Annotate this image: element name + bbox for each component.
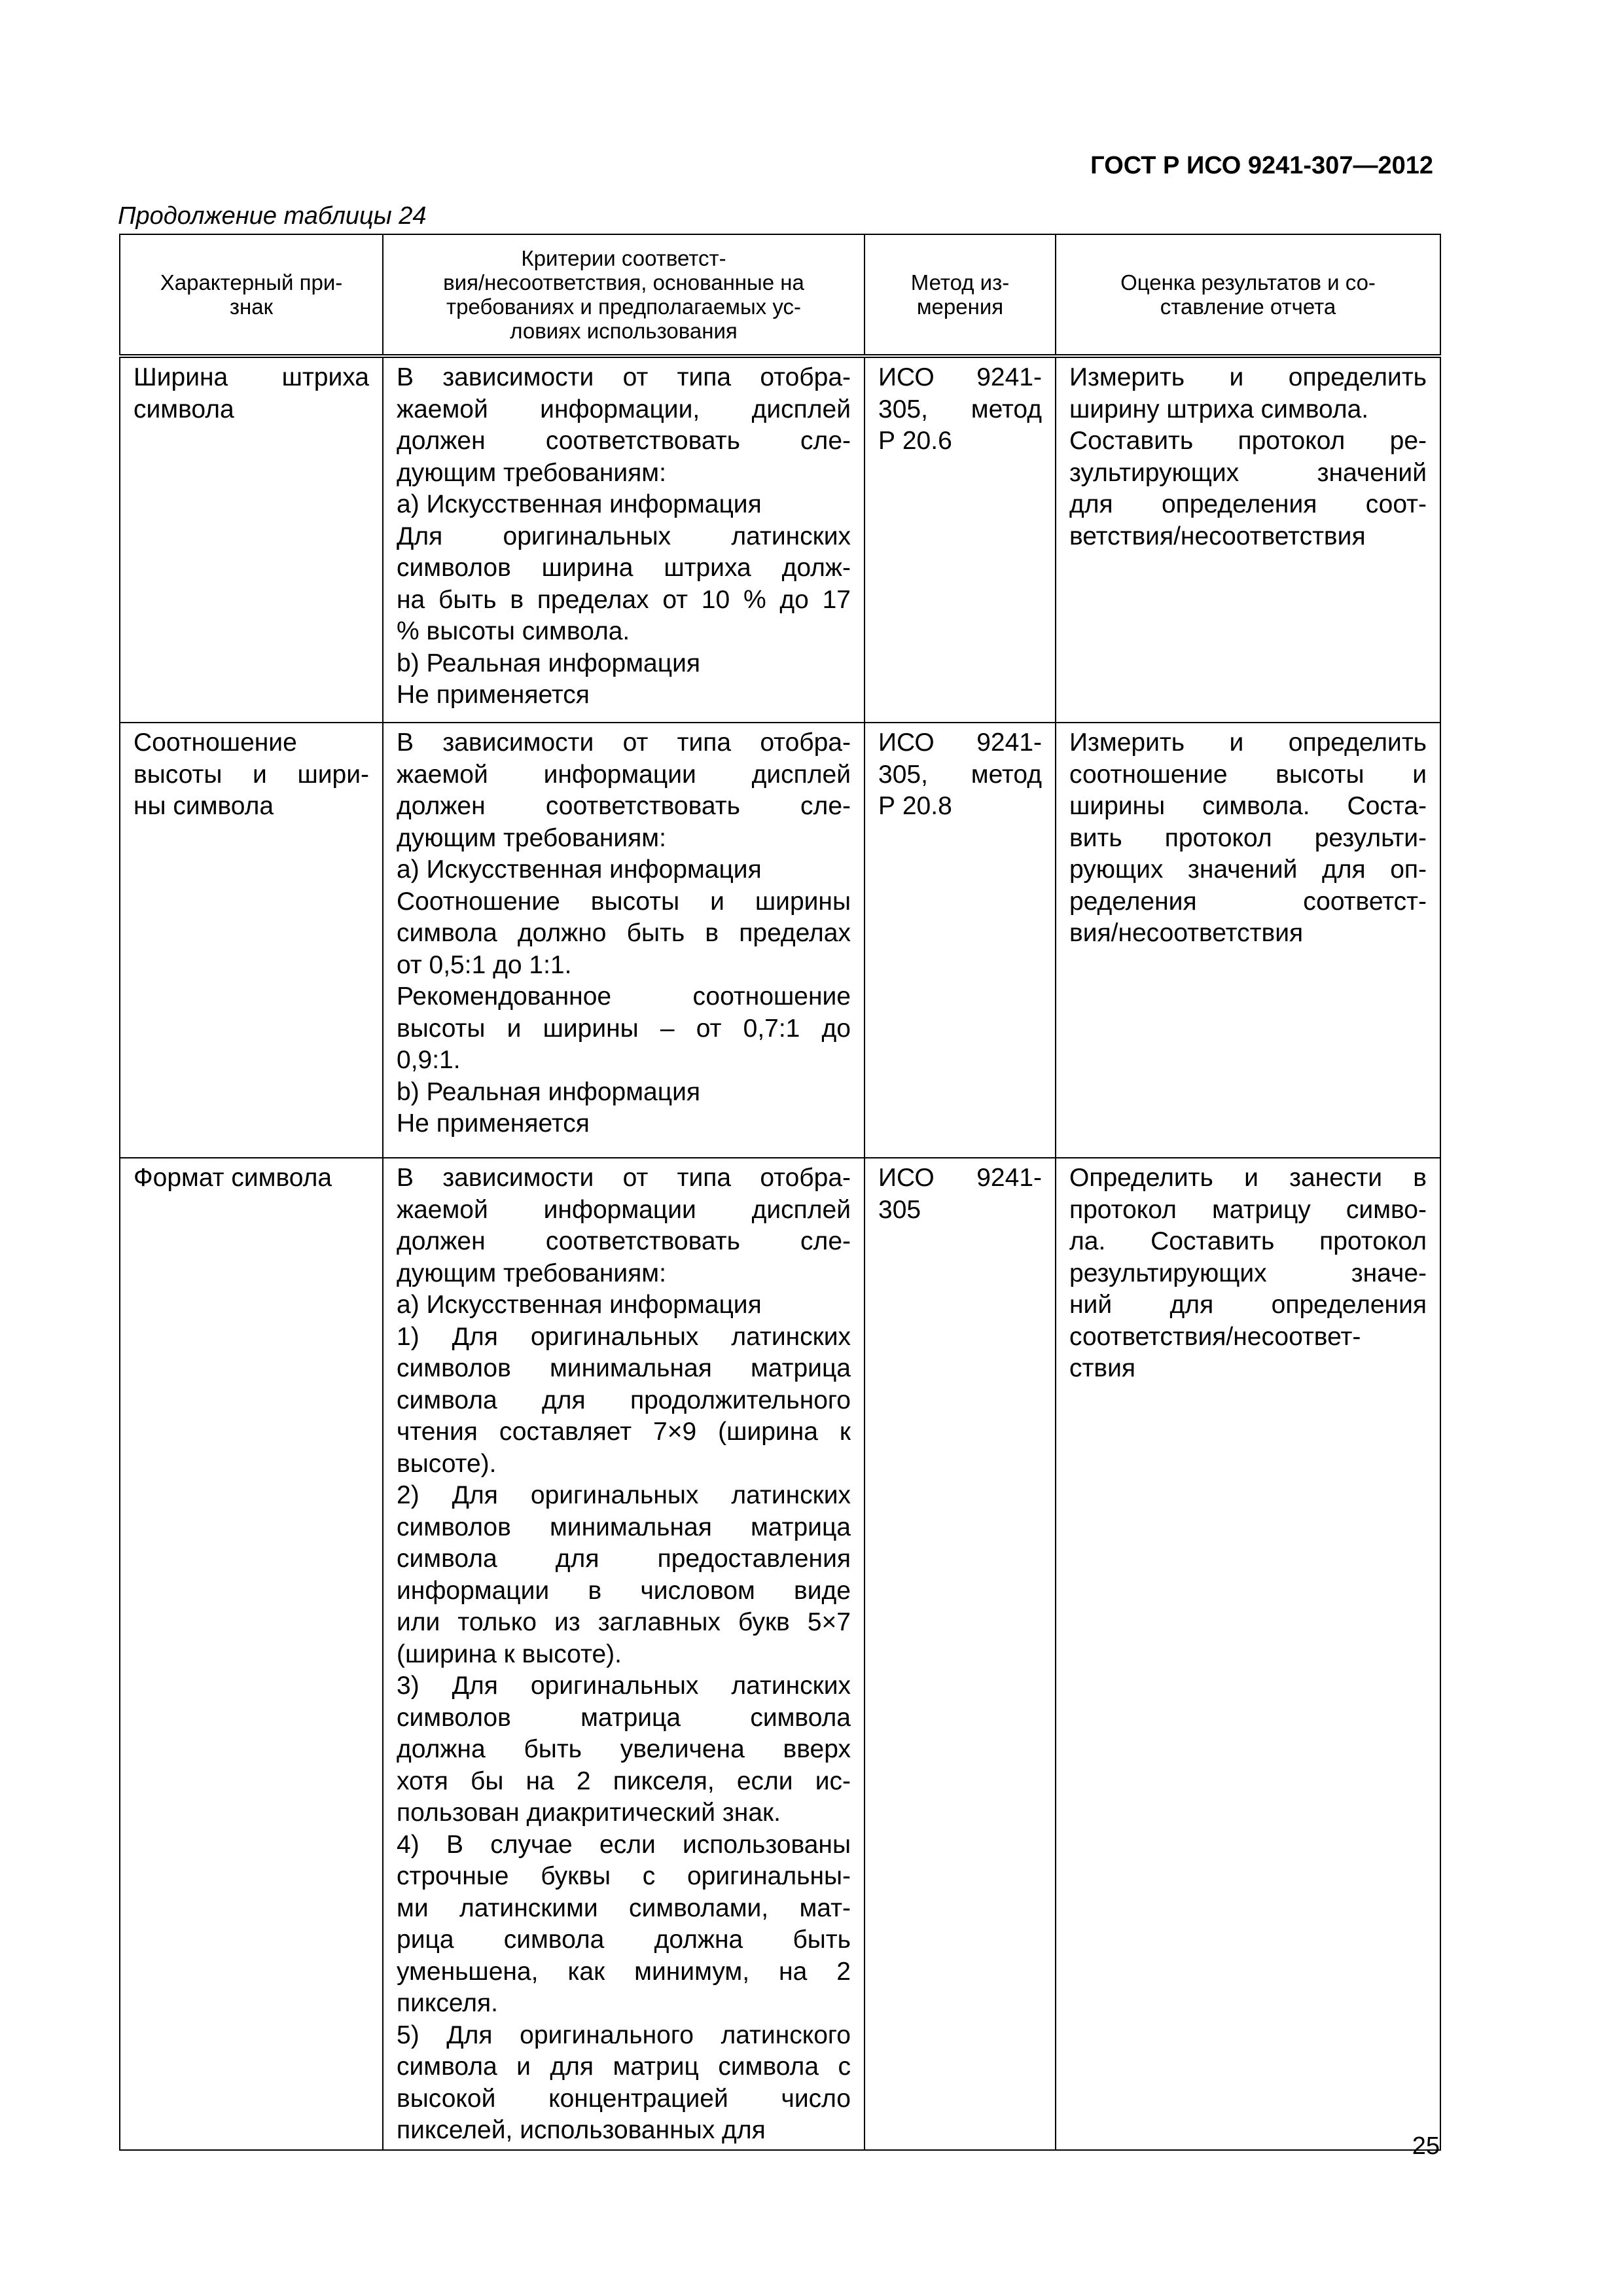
cell-line: рующих значений для оп-: [1069, 855, 1427, 884]
feature-cell: [120, 723, 383, 1158]
table-body: [120, 356, 1440, 2150]
cell-line: высокой концентрацией число: [397, 2084, 851, 2113]
cell-line: для определения соот-: [1069, 490, 1427, 518]
cell-line: ний для определения: [1069, 1291, 1427, 1319]
feature-cell: [120, 1158, 383, 2150]
cell-line: (ширина к высоте).: [397, 1640, 622, 1668]
cell-line: пользован диакритический знак.: [397, 1799, 781, 1827]
criteria-cell: [383, 723, 865, 1158]
cell-line: 305, метод: [878, 395, 1042, 423]
cell-line: символа и для матриц символа с: [397, 2053, 851, 2081]
cell-line: 0,9:1.: [397, 1046, 461, 1074]
cell-line: b) Реальная информация: [397, 1077, 700, 1106]
cell-line: 4) В случае если использованы: [397, 1830, 851, 1859]
criteria-table: [119, 234, 1441, 2151]
cell-line: ИСО 9241-: [878, 363, 1042, 391]
cell-line: Рекомендованное соотношение: [397, 982, 851, 1011]
page-number: 25: [1412, 2132, 1440, 2160]
cell-line: рица символа должна быть: [397, 1926, 851, 1954]
cell-line: или только из заглавных букв 5×7: [397, 1608, 851, 1636]
cell-line: ширину штриха символа.: [1069, 395, 1369, 423]
cell-line: хотя бы на 2 пикселя, если ис-: [397, 1767, 851, 1795]
cell-line: Измерить и определить: [1069, 363, 1427, 391]
cell-line: должна быть увеличена вверх: [397, 1735, 851, 1763]
cell-line: символа: [134, 395, 234, 423]
method-cell: [865, 723, 1056, 1158]
cell-line: ми латинскими символами, мат-: [397, 1893, 851, 1922]
header-line: Характерный при-: [160, 270, 343, 295]
cell-line: а) Искусственная информация: [397, 490, 762, 518]
cell-line: информации в числовом виде: [397, 1576, 851, 1605]
header-criteria: [383, 234, 865, 356]
cell-line: Р 20.6: [878, 427, 952, 455]
cell-line: соответствия/несоответ-: [1069, 1322, 1361, 1351]
header-evaluation: [1056, 234, 1440, 356]
criteria-cell: [383, 1158, 865, 2150]
header-line: Метод из-: [910, 270, 1010, 295]
header-method: [865, 234, 1056, 356]
cell-line: Формат символа: [134, 1164, 332, 1192]
header-line: знак: [229, 295, 274, 319]
cell-line: вия/несоответствия: [1069, 919, 1304, 947]
cell-line: на быть в пределах от 10 % до 17: [397, 585, 851, 614]
cell-line: строчные буквы с оригинальны-: [397, 1862, 851, 1890]
cell-line: Определить и занести в: [1069, 1164, 1427, 1192]
cell-line: соотношение высоты и: [1069, 760, 1427, 789]
cell-line: 2) Для оригинальных латинских: [397, 1481, 851, 1509]
cell-line: Р 20.8: [878, 792, 952, 820]
header-line: требованиях и предполагаемых ус-: [446, 295, 801, 319]
cell-line: вить протокол результи-: [1069, 823, 1427, 852]
cell-line: В зависимости от типа отобра-: [397, 728, 851, 757]
cell-line: должен соответствовать сле-: [397, 792, 851, 820]
header-line: Оценка результатов и со-: [1120, 270, 1376, 295]
table-row: [120, 723, 1440, 1158]
cell-line: жаемой информации дисплей: [397, 760, 851, 789]
cell-line: протокол матрицу симво-: [1069, 1195, 1427, 1224]
cell-line: b) Реальная информация: [397, 649, 700, 677]
cell-line: высоте).: [397, 1449, 497, 1478]
cell-line: ределения соответст-: [1069, 887, 1427, 916]
cell-line: результирующих значе-: [1069, 1259, 1427, 1287]
cell-line: символов матрица символа: [397, 1703, 851, 1732]
table-row: [120, 356, 1440, 723]
cell-line: Соотношение высоты и ширины: [397, 887, 851, 916]
cell-line: Ширина штриха: [134, 363, 369, 391]
cell-line: Не применяется: [397, 1109, 590, 1138]
header-line: мерения: [916, 295, 1004, 319]
cell-line: ИСО 9241-: [878, 728, 1042, 757]
header-line: вия/несоответствия, основанные на: [443, 270, 804, 295]
cell-line: а) Искусственная информация: [397, 855, 762, 884]
cell-line: жаемой информации дисплей: [397, 1195, 851, 1224]
cell-line: а) Искусственная информация: [397, 1291, 762, 1319]
cell-line: 1) Для оригинальных латинских: [397, 1322, 851, 1351]
cell-line: 5) Для оригинального латинского: [397, 2020, 851, 2049]
cell-line: 3) Для оригинальных латинских: [397, 1672, 851, 1700]
evaluation-cell: [1056, 356, 1440, 723]
method-cell: [865, 1158, 1056, 2150]
cell-line: высоты и шири-: [134, 760, 369, 789]
cell-line: В зависимости от типа отобра-: [397, 1164, 851, 1192]
header-feature: [120, 234, 383, 356]
cell-line: жаемой информации, дисплей: [397, 395, 851, 423]
cell-line: от 0,5:1 до 1:1.: [397, 950, 572, 979]
cell-line: ны символа: [134, 792, 274, 820]
header-line: ловиях использования: [510, 319, 738, 343]
cell-line: символов ширина штриха долж-: [397, 554, 851, 582]
cell-line: символов минимальная матрица: [397, 1513, 851, 1541]
table-header-row: [120, 234, 1440, 356]
cell-line: Соотношение: [134, 728, 297, 757]
cell-line: символа для продолжительного: [397, 1386, 851, 1414]
table-continuation-caption: Продолжение таблицы 24: [118, 202, 427, 230]
document-code: ГОСТ Р ИСО 9241-307—2012: [1090, 152, 1433, 179]
cell-line: Для оригинальных латинских: [397, 522, 851, 550]
cell-line: дующим требованиям:: [397, 823, 666, 852]
cell-line: высоты и ширины – от 0,7:1 до: [397, 1014, 851, 1043]
evaluation-cell: [1056, 723, 1440, 1158]
cell-line: дующим требованиям:: [397, 458, 666, 487]
cell-line: должен соответствовать сле-: [397, 1227, 851, 1255]
header-line: ставление отчета: [1160, 295, 1336, 319]
cell-line: ствия: [1069, 1354, 1135, 1382]
cell-line: 305, метод: [878, 760, 1042, 789]
cell-line: символа должно быть в пределах: [397, 919, 851, 947]
cell-line: Составить протокол ре-: [1069, 427, 1427, 455]
cell-line: дующим требованиям:: [397, 1259, 666, 1287]
table-row: [120, 1158, 1440, 2150]
cell-line: % высоты символа.: [397, 617, 630, 645]
cell-line: В зависимости от типа отобра-: [397, 363, 851, 391]
method-cell: [865, 356, 1056, 723]
cell-line: пикселей, использованных для: [397, 2116, 766, 2144]
cell-line: зультирующих значений: [1069, 458, 1427, 487]
cell-line: должен соответствовать сле-: [397, 427, 851, 455]
cell-line: 305: [878, 1195, 921, 1224]
cell-line: ИСО 9241-: [878, 1164, 1042, 1192]
criteria-cell: [383, 356, 865, 723]
cell-line: ла. Составить протокол: [1069, 1227, 1427, 1255]
evaluation-cell: [1056, 1158, 1440, 2150]
cell-line: чтения составляет 7×9 (ширина к: [397, 1418, 851, 1446]
cell-line: символа для предоставления: [397, 1545, 851, 1573]
feature-cell: [120, 356, 383, 723]
cell-line: пикселя.: [397, 1989, 499, 2017]
cell-line: ширины символа. Соста-: [1069, 792, 1427, 820]
cell-line: ветствия/несоответствия: [1069, 522, 1366, 550]
header-line: Критерии соответст-: [521, 246, 726, 270]
cell-line: Измерить и определить: [1069, 728, 1427, 757]
cell-line: Не применяется: [397, 681, 590, 709]
cell-line: уменьшена, как минимум, на 2: [397, 1957, 851, 1986]
cell-line: символов минимальная матрица: [397, 1354, 851, 1382]
